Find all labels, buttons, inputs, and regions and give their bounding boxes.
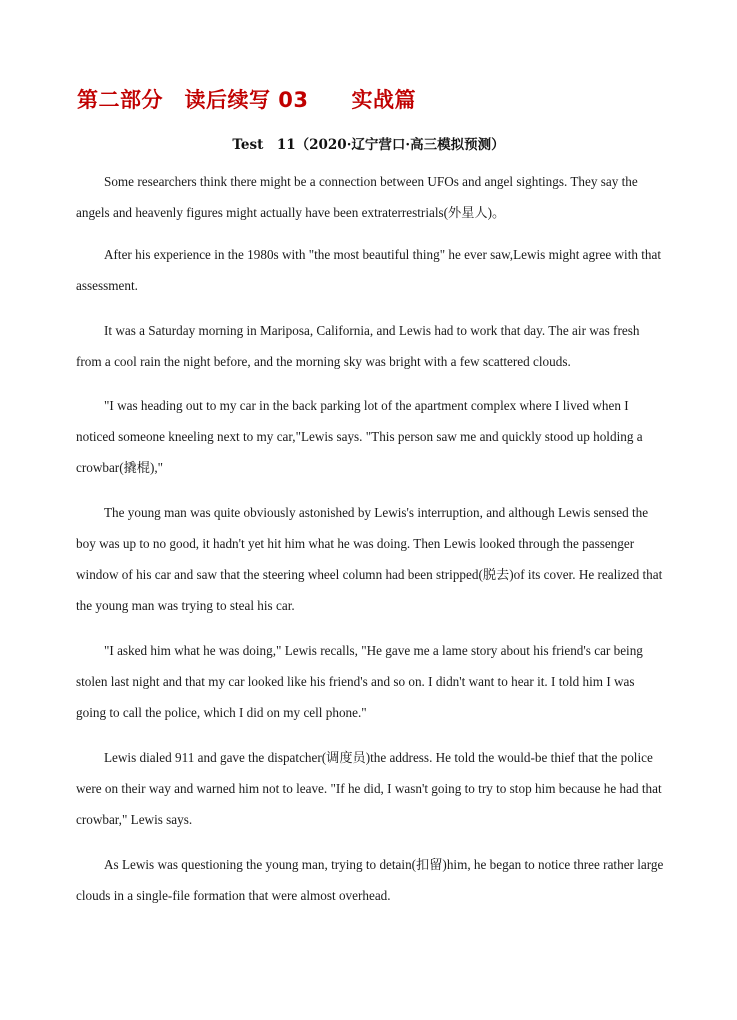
section-heading: 第二部分 读后续写 03 实战篇 — [77, 88, 417, 112]
paragraph-3: It was a Saturday morning in Mariposa, California, and Lewis had to work that day. The air was fresh from a cool rain the night before, and the morning sky was bright with a few scattered clouds. — [76, 323, 640, 369]
paragraph-7: Lewis dialed 911 and gave the dispatcher(调度员)the address. He told the would-be thief that the police were on their way and warned him not to leave. "If he did, I wasn't going to try to stop him because he had that crowbar," Lewis says. — [76, 750, 662, 827]
paragraph-1: Some researchers think there might be a connection between UFOs and angel sightings. They say the angels and heavenly figures might actually have been extraterrestrials(外星人)。 — [76, 174, 638, 220]
paragraph-4: "I was heading out to my car in the back parking lot of the apartment complex where I lived when I noticed someone kneeling next to my car,"Lewis says. "This person saw me and quickly stood up holding a crowbar(撬棍)," — [76, 398, 643, 475]
paragraph-8: As Lewis was questioning the young man, trying to detain(扣留)him, he began to notice three rather large clouds in a single-file formation that were almost overhead. — [76, 857, 664, 903]
paragraph-6: "I asked him what he was doing," Lewis recalls, "He gave me a lame story about his friend's car being stolen last night and that my car looked like his friend's and so on. I didn't want to hear it. I told him I was going to call the police, which I did on my cell phone." — [76, 643, 643, 720]
test-subheading: Test 11（2020·辽宁营口·高三模拟预测） — [232, 137, 505, 153]
paragraph-2: After his experience in the 1980s with "the most beautiful thing" he ever saw,Lewis might agree with that assessment. — [76, 247, 662, 293]
paragraph-5: The young man was quite obviously astonished by Lewis's interruption, and although Lewis sensed the boy was up to no good, it hadn't yet hit him what he was doing. Then Lewis looked through the passenger window of his car and saw that the steering wheel column had been stripped(脱去)of its cover. He realized that the young man was trying to steal his car. — [76, 505, 663, 613]
